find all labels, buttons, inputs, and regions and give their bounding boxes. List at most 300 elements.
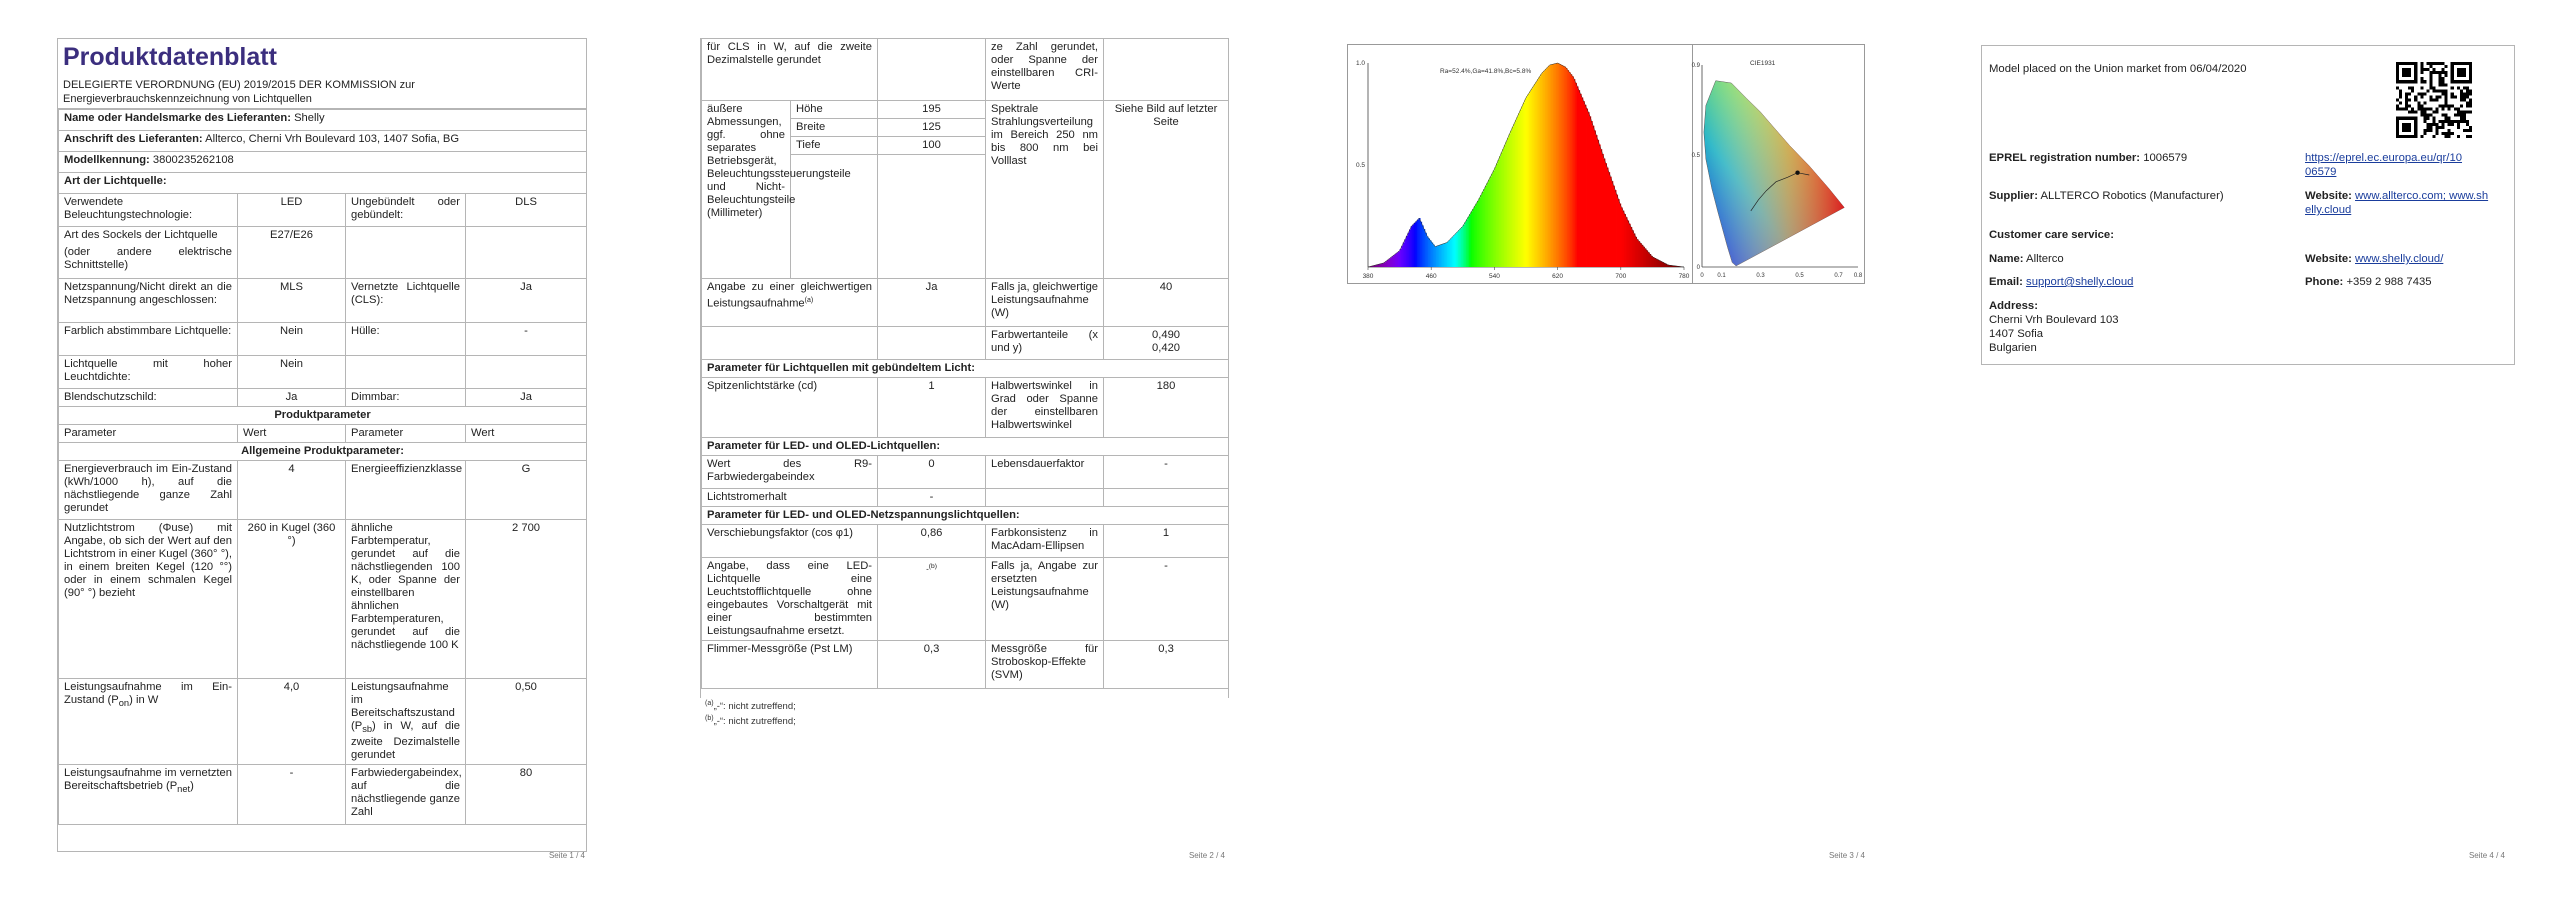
qr-module [2448,129,2451,132]
qr-finder-core [2402,123,2411,132]
qr-module [2423,108,2426,111]
qr-module [2469,126,2472,129]
qr-module [2442,105,2445,108]
qr-module [2436,126,2439,129]
superscript: (a) [705,700,714,707]
qr-module [2408,86,2411,89]
cap-label-2: (oder andere elektrische Schnittstelle) [64,246,232,271]
cell: Nein [238,323,346,356]
table-row [702,327,1229,360]
qr-module [2436,95,2439,98]
page-3 [1280,0,1920,905]
table-row [702,489,1229,507]
cell [346,356,466,389]
qr-module [2457,111,2460,114]
page-2 [640,0,1280,905]
qr-module [2457,86,2460,89]
qr-module [2439,120,2442,123]
document-title: Produktdatenblatt [63,43,277,71]
supplier-label: Name oder Handelsmarke des Lieferanten: [64,112,291,124]
qr-module [2436,62,2439,65]
cell: Breite [791,119,878,137]
qr-module [2439,74,2442,77]
qr-module [2451,123,2454,126]
qr-module [2408,111,2411,114]
qr-module [2442,62,2445,65]
x-tick-label: 0 [1700,273,1704,279]
cell [1104,39,1229,101]
qr-module [2429,98,2432,101]
qr-module [2423,111,2426,114]
qr-module [2396,108,2399,111]
cell: Farblich abstimmbare Lichtquelle: [59,323,238,356]
eprel-box [1981,45,2515,365]
qr-module [2423,114,2426,117]
text: „-“: nicht zutreffend; [713,701,796,713]
qr-module [2408,92,2411,95]
cell [59,227,238,279]
cell: Lichtquelle mit hoher Leuchtdichte: [59,356,238,389]
qr-module [2420,105,2423,108]
qr-module [2420,71,2423,74]
cie-title: CIE1931 [1750,60,1776,67]
table-row [702,101,1229,119]
qr-module [2432,123,2435,126]
qr-module [2417,92,2420,95]
table-row [702,456,1229,489]
qr-module [2466,92,2469,95]
datasheet-frame-continued [700,38,1229,698]
cell: G [466,461,587,520]
qr-module [2439,89,2442,92]
cell: 195 [878,101,986,119]
qr-module [2442,92,2445,95]
qr-module [2423,80,2426,83]
text: ) [190,780,194,793]
qr-module [2463,98,2466,101]
qr-code-icon[interactable] [2396,62,2472,138]
cell: Flimmer-Messgröße (Pst LM) [702,641,878,689]
qr-module [2426,129,2429,132]
qr-module [2429,86,2432,89]
footnote-b [705,715,796,727]
section-type-header: Art der Lichtquelle: [59,173,587,194]
qr-module [2466,123,2469,126]
cell [346,227,466,279]
text: Leistungsaufnahme im Ein-Zustand (P [64,681,232,706]
qr-module [2436,132,2439,135]
table-row [59,227,587,279]
qr-module [2469,89,2472,92]
text: ) in W [129,694,159,706]
care-address [1989,299,2119,355]
page-number: Seite 3 / 4 [1828,851,1865,860]
address-value: Allterco, Cherni Vrh Boulevard 103, 1407 Sofia, BG [205,133,460,145]
qr-module [2420,92,2423,95]
website-link-cont[interactable]: elly.cloud [2305,204,2352,216]
qr-module [2445,65,2448,68]
qr-module [2432,98,2435,101]
cell: 260 in Kugel (360 °) [238,520,346,679]
cell: MLS [238,279,346,323]
qr-module [2432,111,2435,114]
cell: 0 [878,456,986,489]
qr-module [2436,108,2439,111]
cell: ze Zahl gerundet, oder Spanne der einstellbaren CRI-Werte [986,39,1104,101]
qr-module [2469,111,2472,114]
cell: - [1104,456,1229,489]
qr-module [2448,132,2451,135]
product-table-continued [701,38,1229,689]
product-table [58,109,587,825]
y-tick-label: 1.0 [1355,60,1365,67]
cell [59,679,238,765]
qr-module [2426,117,2429,120]
qr-module [2448,120,2451,123]
subscript: sb [362,724,373,735]
qr-module [2399,95,2402,98]
qr-module [2466,120,2469,123]
qr-module [2442,120,2445,123]
section-product-params: Produktparameter [59,407,587,425]
qr-module [2445,74,2448,77]
cell: Höhe [791,101,878,119]
qr-module [2429,108,2432,111]
care-phone [2305,275,2432,289]
cell: Spektrale Strahlungsverteilung im Bereich 250 nm bis 800 nm bei Volllast [986,101,1104,279]
cell: ähnliche Farbtemperatur, gerundet auf die nächstliegenden 100 K, oder Spanne der einstellbaren ähnlichen Farbtemperaturen, gerundet auf die nächstliegende 100 K [346,520,466,679]
section-led-header: Parameter für LED- und OLED-Lichtquellen: [702,438,1229,456]
qr-module [2396,98,2399,101]
qr-module [2445,95,2448,98]
qr-module [2429,126,2432,129]
cell: äußere Abmessungen, ggf. ohne separates Betriebsgerät, Beleuchtungssteuerungsteile und Nicht-Beleuchtungsteile (Millimeter) [702,101,791,279]
qr-finder-core [2457,68,2466,77]
cell: Energieverbrauch im Ein-Zustand (kWh/1000 h), auf die nächstliegende ganze Zahl gerundet [59,461,238,520]
qr-module [2463,95,2466,98]
qr-module [2429,77,2432,80]
page-number: Seite 2 / 4 [1188,851,1225,860]
qr-module [2442,108,2445,111]
cell: Falls ja, Angabe zur ersetzten Leistungsaufnahme (W) [986,558,1104,641]
address-line: Cherni Vrh Boulevard 103 [1989,314,2119,326]
qr-module [2429,71,2432,74]
title-block [58,39,586,109]
qr-module [2439,62,2442,65]
qr-module [2420,65,2423,68]
supplier [1989,189,2224,203]
qr-module [2429,62,2432,65]
qr-module [2460,114,2463,117]
qr-module [2399,89,2402,92]
x-tick-label: 620 [1552,273,1564,280]
text: „-“: nicht zutreffend; [713,716,796,728]
cell: Ja [466,389,587,407]
cell: Angabe, dass eine LED-Lichtquelle eine Leuchtstofflichtquelle ohne eingebautes Vorschaltgerät mit einer bestimmten Leistungsaufnahme ersetzt. [702,558,878,641]
cell [878,155,986,279]
qr-module [2460,120,2463,123]
table-row [59,110,587,131]
qr-module [2399,102,2402,105]
qr-module [2457,135,2460,138]
table-row [702,438,1229,456]
qr-module [2436,71,2439,74]
qr-module [2411,108,2414,111]
website-link[interactable]: www.shelly.cloud/ [2355,253,2444,265]
table-row [59,389,587,407]
cell: für CLS in W, auf die zweite Dezimalstelle gerundet [702,39,878,101]
qr-module [2442,80,2445,83]
qr-module [2442,71,2445,74]
qr-module [2454,120,2457,123]
qr-module [2460,105,2463,108]
table-row [59,279,587,323]
qr-module [2466,111,2469,114]
cell: Tiefe [791,137,878,155]
qr-module [2405,102,2408,105]
qr-module [2432,117,2435,120]
qr-module [2411,111,2414,114]
cell: 4,0 [238,679,346,765]
x-tick-label: 0.3 [1756,273,1765,279]
qr-module [2445,83,2448,86]
text: Angabe zu einer gleichwertigen Leistungsaufnahme [707,281,873,310]
cell: Halbwertswinkel in Grad oder Spanne der einstellbaren Halbwertswinkel [986,378,1104,438]
qr-module [2432,68,2435,71]
qr-module [2448,108,2451,111]
qr-module [2466,89,2469,92]
name-label: Name: [1989,253,2024,265]
cell [702,279,878,327]
qr-module [2426,108,2429,111]
qr-module [2463,86,2466,89]
text: - [926,564,929,574]
cell: Verwendete Beleuchtungstechnologie: [59,194,238,227]
x-tick-label: 0.1 [1717,273,1726,279]
table-row [59,194,587,227]
cell: 2 700 [466,520,587,679]
qr-module [2423,92,2426,95]
x-tick-label: 0.8 [1853,273,1863,279]
qr-module [2432,62,2435,65]
supplier-value: ALLTERCO Robotics (Manufacturer) [2040,190,2224,202]
qr-module [2442,68,2445,71]
qr-module [2460,111,2463,114]
address-line: Bulgarien [1989,342,2037,354]
qr-module [2463,129,2466,132]
qr-module [2463,92,2466,95]
cell [346,679,466,765]
qr-module [2411,86,2414,89]
qr-module [2405,98,2408,101]
cell: 1 [1104,525,1229,558]
qr-module [2451,95,2454,98]
qr-module [2460,89,2463,92]
cell: LED [238,194,346,227]
y-tick-label: 0.5 [1691,152,1700,159]
cell [1104,327,1229,360]
x-tick-label: 540 [1488,273,1500,280]
qr-module [2451,105,2454,108]
table-row [59,173,587,194]
address-label: Address: [1989,300,2038,312]
table-row [59,131,587,152]
name-value: Allterco [2026,253,2064,265]
table-row [702,360,1229,378]
qr-module [2411,89,2414,92]
care-website [2305,252,2443,266]
reg-label: EPREL registration number: [1989,152,2141,164]
qr-module [2442,123,2445,126]
page-4 [1920,0,2560,905]
cell: Netzspannung/Nicht direkt an die Netzspannung angeschlossen: [59,279,238,323]
qr-module [2466,129,2469,132]
qr-module [2429,114,2432,117]
cell: 80 [466,765,587,825]
section-mains-header: Parameter für LED- und OLED-Netzspannungslichtquellen: [702,507,1229,525]
qr-module [2426,62,2429,65]
table-row [59,520,587,679]
qr-module [2420,77,2423,80]
qr-module [2405,92,2408,95]
table-row [59,152,587,173]
qr-module [2460,92,2463,95]
cell: 1 [878,378,986,438]
qr-module [2451,92,2454,95]
table-row [702,558,1229,641]
qr-module [2445,135,2448,138]
qr-module [2448,135,2451,138]
y-tick-label: 0.9 [1691,63,1700,69]
qr-module [2439,77,2442,80]
qr-module [2423,129,2426,132]
qr-module [2429,83,2432,86]
cell: Verschiebungsfaktor (cos φ1) [702,525,878,558]
spectrum-figure [1347,44,1865,284]
column-header: Parameter [346,425,466,443]
qr-module [2466,95,2469,98]
qr-module [2420,68,2423,71]
qr-module [2445,92,2448,95]
cell: Falls ja, gleichwertige Leistungsaufnahme (W) [986,279,1104,327]
text: Leistungsaufnahme im vernetzten Bereitschaftsbetrieb (P [64,767,232,793]
cell [878,558,986,641]
qr-module [2432,135,2435,138]
qr-module [2414,111,2417,114]
qr-module [2445,102,2448,105]
qr-module [2466,86,2469,89]
column-header: Wert [238,425,346,443]
qr-module [2405,108,2408,111]
cell: Spitzenlichtstärke (cd) [702,378,878,438]
qr-module [2442,114,2445,117]
qr-module [2445,120,2448,123]
cell: 100 [878,137,986,155]
phone-value: +359 2 988 7435 [2346,276,2432,288]
page-number: Seite 4 / 4 [2468,851,2505,860]
cell: Farbwiedergabeindex, auf die nächstliegende ganze Zahl [346,765,466,825]
qr-module [2445,132,2448,135]
qr-module [2445,98,2448,101]
qr-module [2454,114,2457,117]
cell: Nutzlichtstrom (Φuse) mit Angabe, ob sich der Wert auf den Lichtstrom in einer Kugel (360° °), in einem breiten Kegel (120 °°) oder in einem schmalen Kegel (90° °) bezieht [59,520,238,679]
care-name [1989,252,2064,266]
qr-module [2436,111,2439,114]
qr-module [2399,108,2402,111]
cell: DLS [466,194,587,227]
qr-module [2408,105,2411,108]
qr-module [2442,77,2445,80]
cell: Ja [466,279,587,323]
subscript: net [177,784,191,795]
cell: Farbwertanteile (x und y) [986,327,1104,360]
qr-module [2469,129,2472,132]
qr-module [2429,74,2432,77]
qr-module [2463,114,2466,117]
page-number: Seite 1 / 4 [548,851,585,860]
x-tick-label: 380 [1362,273,1374,280]
table-row [59,679,587,765]
qr-module [2469,105,2472,108]
qr-module [2454,108,2457,111]
qr-module [2436,129,2439,132]
table-row [702,641,1229,689]
qr-module [2460,117,2463,120]
y-tick-label: 0 [1696,265,1700,271]
qr-module [2423,120,2426,123]
x-tick-label: 460 [1425,273,1437,280]
qr-module [2454,95,2457,98]
email-link[interactable]: support@shelly.cloud [2026,276,2134,288]
cell: Lebensdauerfaktor [986,456,1104,489]
qr-module [2439,83,2442,86]
website-label: Website: [2305,190,2352,202]
cie-diagram [1692,45,1864,283]
qr-module [2439,71,2442,74]
qr-module [2460,95,2463,98]
cell: Ungebündelt oder gebündelt: [346,194,466,227]
cell: - [878,489,986,507]
table-row [59,443,587,461]
y-tick-label: 0.5 [1355,162,1365,169]
qr-module [2426,126,2429,129]
spectrum-chart [1348,45,1692,283]
qr-module [2414,95,2417,98]
model-label: Modellkennung: [64,154,150,166]
qr-module [2405,95,2408,98]
qr-module [2396,86,2399,89]
eprel-link[interactable] [2305,151,2495,179]
x-tick-label: 700 [1615,273,1627,280]
qr-module [2429,65,2432,68]
address-label: Anschrift des Lieferanten: [64,133,203,145]
qr-module [2436,89,2439,92]
cell [702,327,878,360]
cell: - [466,323,587,356]
regulation-subtitle: DELEGIERTE VERORDNUNG (EU) 2019/2015 DER KOMMISSION zur Energieverbrauchskennzeichnung von Lichtquellen [63,79,415,105]
qr-module [2445,117,2448,120]
cell: Hülle: [346,323,466,356]
website-link[interactable]: www.allterco.com; www.sh [2355,190,2489,202]
qr-module [2399,92,2402,95]
cell: Dimmbar: [346,389,466,407]
customer-care-header: Customer care service: [1989,229,2114,241]
qr-module [2420,80,2423,83]
qr-module [2405,105,2408,108]
cell [466,356,587,389]
cap-label: Art des Sockels der Lichtquelle [64,229,218,241]
cell: Vernetzte Lichtquelle (CLS): [346,279,466,323]
